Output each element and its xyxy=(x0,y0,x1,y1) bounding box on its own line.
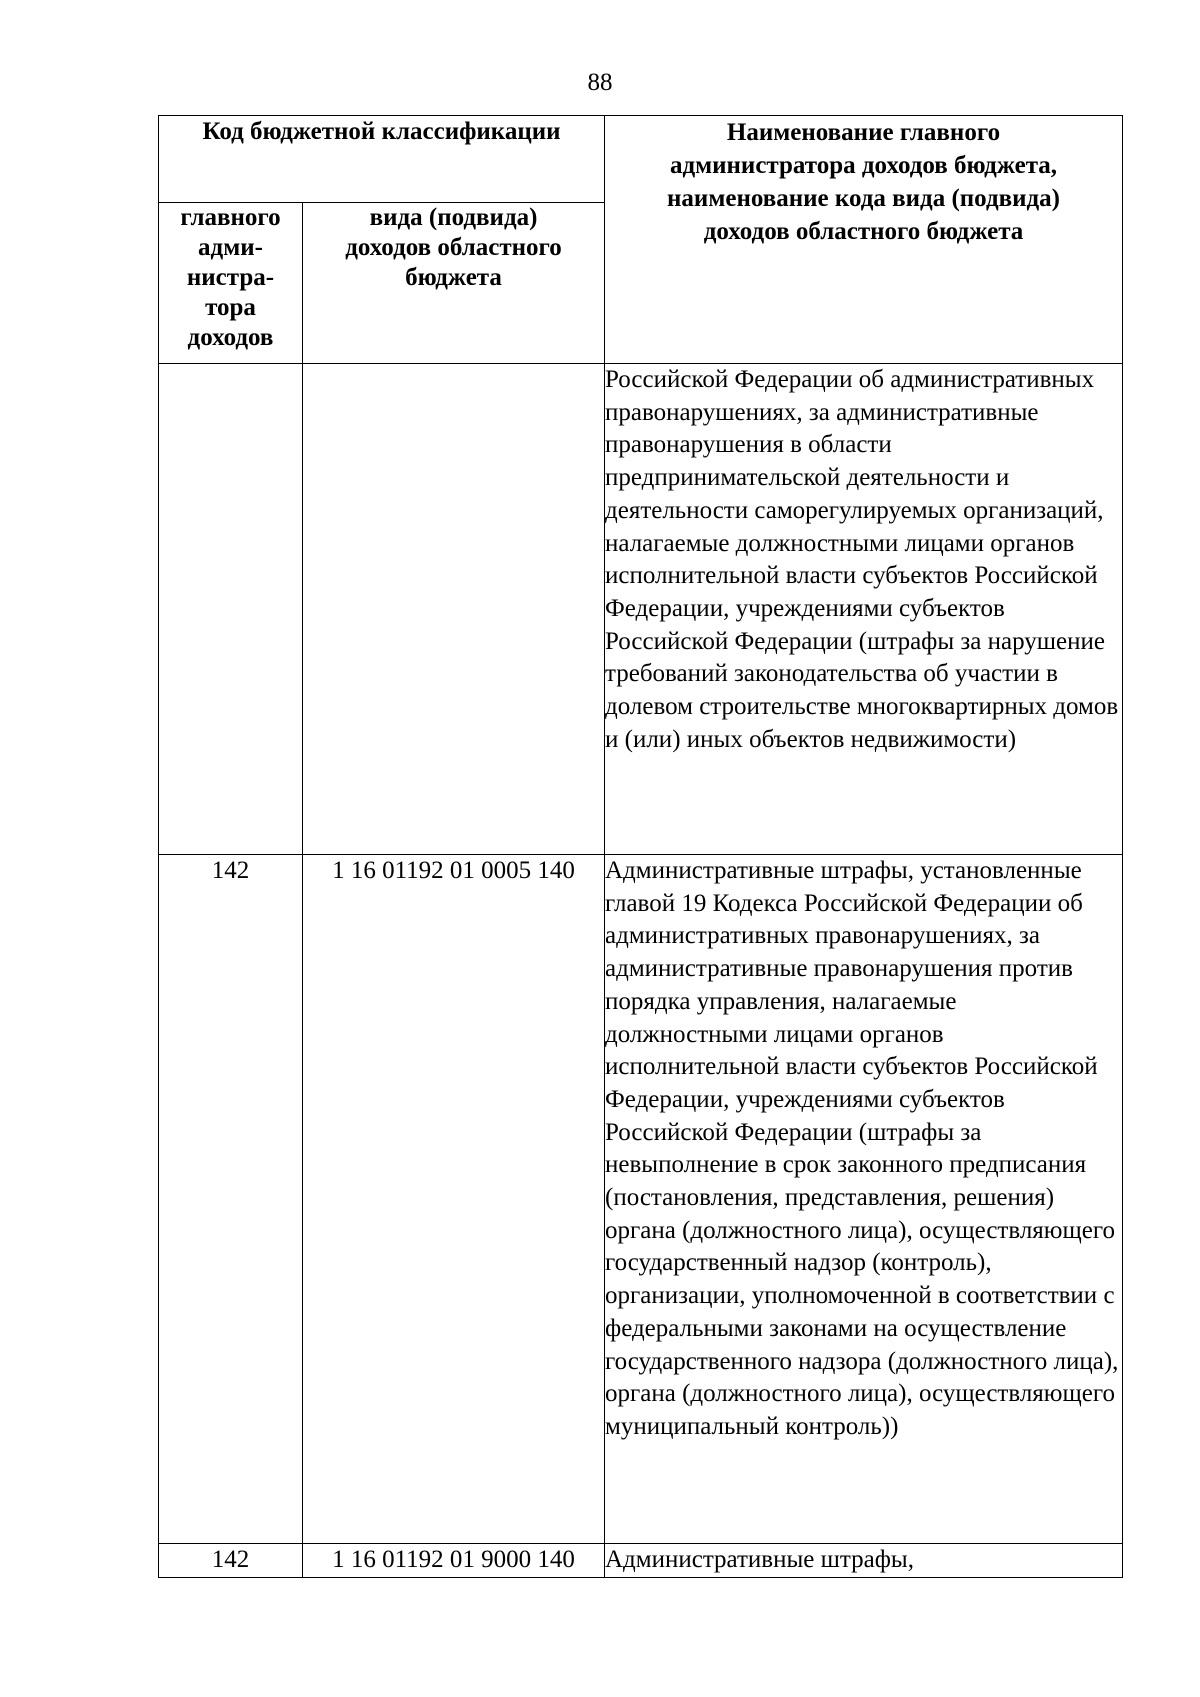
header-name-column xyxy=(605,116,1123,364)
header-code-line: доходов областного xyxy=(345,234,562,261)
budget-classification-table xyxy=(158,115,1123,1578)
header-name-line: Наименование главного xyxy=(726,119,1001,146)
header-admin-column xyxy=(159,203,303,364)
table-row xyxy=(159,1544,1123,1578)
description-cell: Российской Федерации об административных правонарушениях, за административные правонарушения в области предпринимательской деятельности и деятельности саморегулируемых организаций, налагаемые должностными лицами органов исполнительной власти субъектов Российской Федерации, учреждениями субъектов Российской Федерации (штрафы за нарушение требований законодательства об участии в долевом строительстве многоквартирных домов и (или) иных объектов недвижимости) xyxy=(605,364,1123,855)
header-name-line: администратора доходов бюджета, xyxy=(669,152,1058,179)
admin-code-cell xyxy=(159,364,303,855)
admin-code-cell: 142 xyxy=(159,855,303,1544)
header-code-column xyxy=(303,203,605,364)
header-name-line: наименование кода вида (подвида) xyxy=(667,185,1060,212)
income-code-cell: 1 16 01192 01 0005 140 xyxy=(303,855,605,1544)
header-budget-classification-code: Код бюджетной классификации xyxy=(159,116,605,203)
table-row xyxy=(159,364,1123,855)
header-admin-line: главного xyxy=(180,204,281,231)
page-number: 88 xyxy=(587,69,613,96)
header-code-line: вида (подвида) xyxy=(369,204,538,231)
header-admin-line: адми- xyxy=(198,234,263,261)
header-admin-line: нистра- xyxy=(186,264,275,291)
admin-code-cell: 142 xyxy=(159,1544,303,1578)
table-row xyxy=(159,855,1123,1544)
header-name-line: доходов областного бюджета xyxy=(703,218,1024,245)
income-code-cell: 1 16 01192 01 9000 140 xyxy=(303,1544,605,1578)
income-code-cell xyxy=(303,364,605,855)
header-admin-line: доходов xyxy=(187,324,274,351)
header-admin-line: тора xyxy=(205,294,256,321)
header-code-line: бюджета xyxy=(405,264,502,291)
description-cell: Административные штрафы, установленные главой 19 Кодекса Российской Федерации об административных правонарушениях, за административные правонарушения против порядка управления, налагаемые должностными лицами органов исполнительной власти субъектов Российской Федерации, учреждениями субъектов Российской Федерации (штрафы за невыполнение в срок законного предписания (постановления, представления, решения) органа (должностного лица), осуществляющего государственный надзор (контроль), организации, уполномоченной в соответствии с федеральными законами на осуществление государственного надзора (должностного лица), органа (должностного лица), осуществляющего муниципальный контроль)) xyxy=(605,855,1123,1544)
description-cell: Административные штрафы, xyxy=(605,1544,1123,1578)
